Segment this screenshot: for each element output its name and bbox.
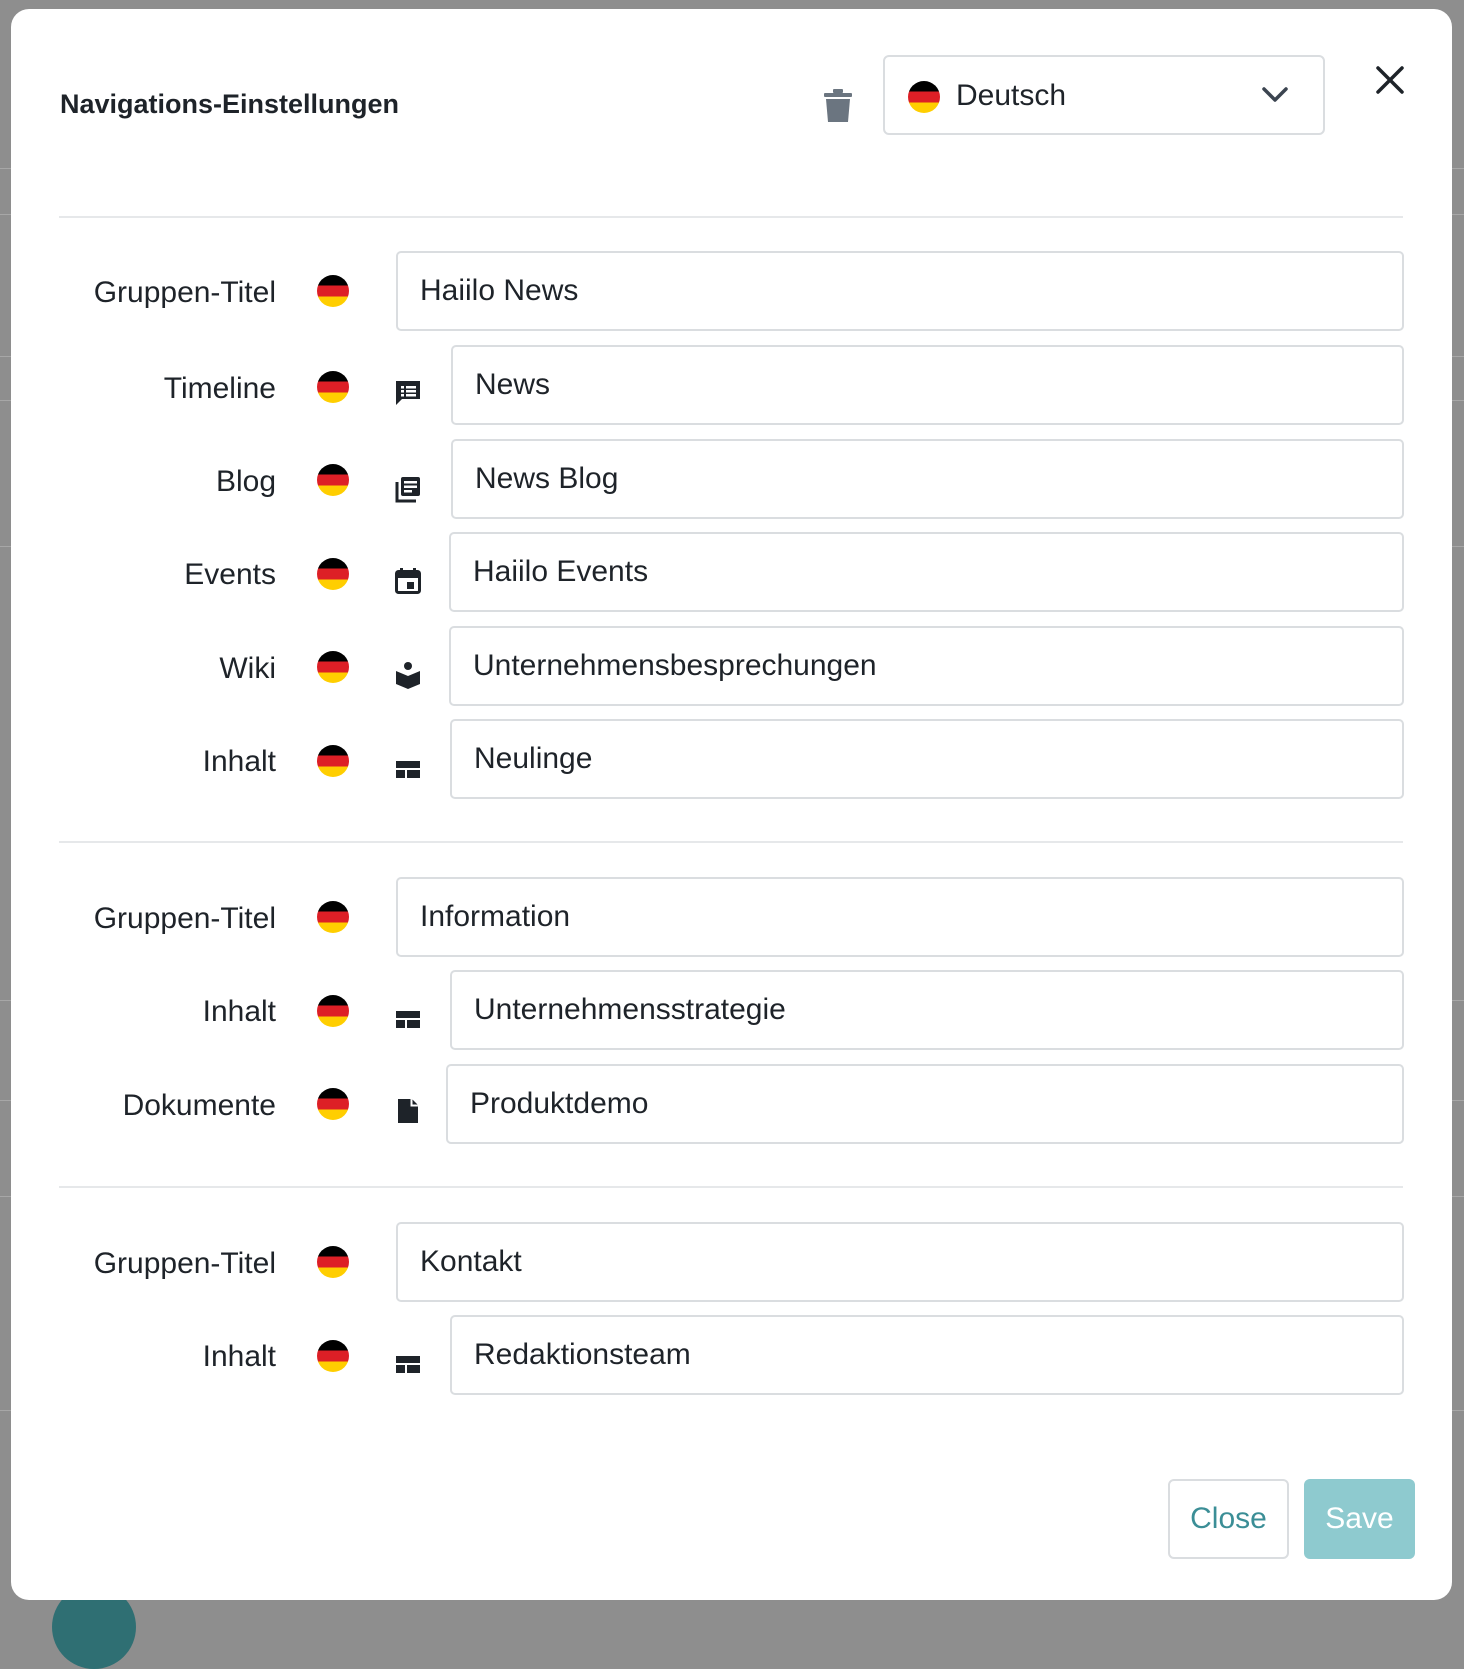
group-title-input[interactable] (396, 251, 1404, 331)
nav-item-label: Timeline (163, 372, 276, 405)
blog-icon (394, 475, 422, 503)
nav-item-input[interactable] (450, 970, 1404, 1050)
flag-de-icon (317, 995, 349, 1027)
content-layout-icon (394, 757, 422, 785)
nav-item-label: Events (184, 558, 276, 591)
nav-item-input[interactable] (450, 719, 1404, 799)
timeline-icon (394, 379, 422, 407)
content-layout-icon (394, 1352, 422, 1380)
flag-de-icon (317, 1340, 349, 1372)
nav-item-label: Inhalt (202, 1340, 276, 1373)
divider (59, 841, 1403, 843)
nav-item-input[interactable] (451, 439, 1404, 519)
flag-de-icon (317, 651, 349, 683)
close-icon[interactable] (1373, 63, 1407, 97)
group-title-input[interactable] (396, 877, 1404, 957)
flag-de-icon (317, 558, 349, 590)
nav-item-input[interactable] (449, 626, 1404, 706)
nav-item-input[interactable] (451, 345, 1404, 425)
flag-de-icon (317, 464, 349, 496)
flag-de-icon (317, 1088, 349, 1120)
close-button[interactable]: Close (1168, 1479, 1289, 1559)
flag-de-icon (908, 81, 940, 113)
nav-item-input[interactable] (450, 1315, 1404, 1395)
nav-item-input[interactable] (446, 1064, 1404, 1144)
nav-item-label: Inhalt (202, 745, 276, 778)
group-title-label: Gruppen-Titel (93, 276, 276, 309)
divider (59, 1186, 1403, 1188)
group-title-label: Gruppen-Titel (93, 902, 276, 935)
chevron-down-icon (1261, 83, 1289, 107)
nav-item-input[interactable] (449, 532, 1404, 612)
document-icon (394, 1097, 422, 1125)
flag-de-icon (317, 275, 349, 307)
flag-de-icon (317, 371, 349, 403)
save-button[interactable]: Save (1304, 1479, 1415, 1559)
nav-item-label: Wiki (219, 652, 276, 685)
divider (59, 216, 1403, 218)
trash-icon[interactable] (824, 89, 852, 123)
dialog-title: Navigations-Einstellungen (60, 89, 400, 119)
flag-de-icon (317, 745, 349, 777)
flag-de-icon (317, 1246, 349, 1278)
content-layout-icon (394, 1007, 422, 1035)
calendar-icon (394, 567, 422, 595)
group-title-input[interactable] (396, 1222, 1404, 1302)
nav-item-label: Blog (215, 465, 276, 498)
language-select-value: Deutsch (956, 79, 1067, 112)
language-select[interactable] (883, 55, 1325, 135)
nav-item-label: Dokumente (122, 1089, 276, 1122)
flag-de-icon (317, 901, 349, 933)
group-title-label: Gruppen-Titel (93, 1247, 276, 1280)
navigation-settings-dialog (11, 9, 1452, 1600)
wiki-reader-icon (394, 661, 422, 689)
nav-item-label: Inhalt (202, 995, 276, 1028)
